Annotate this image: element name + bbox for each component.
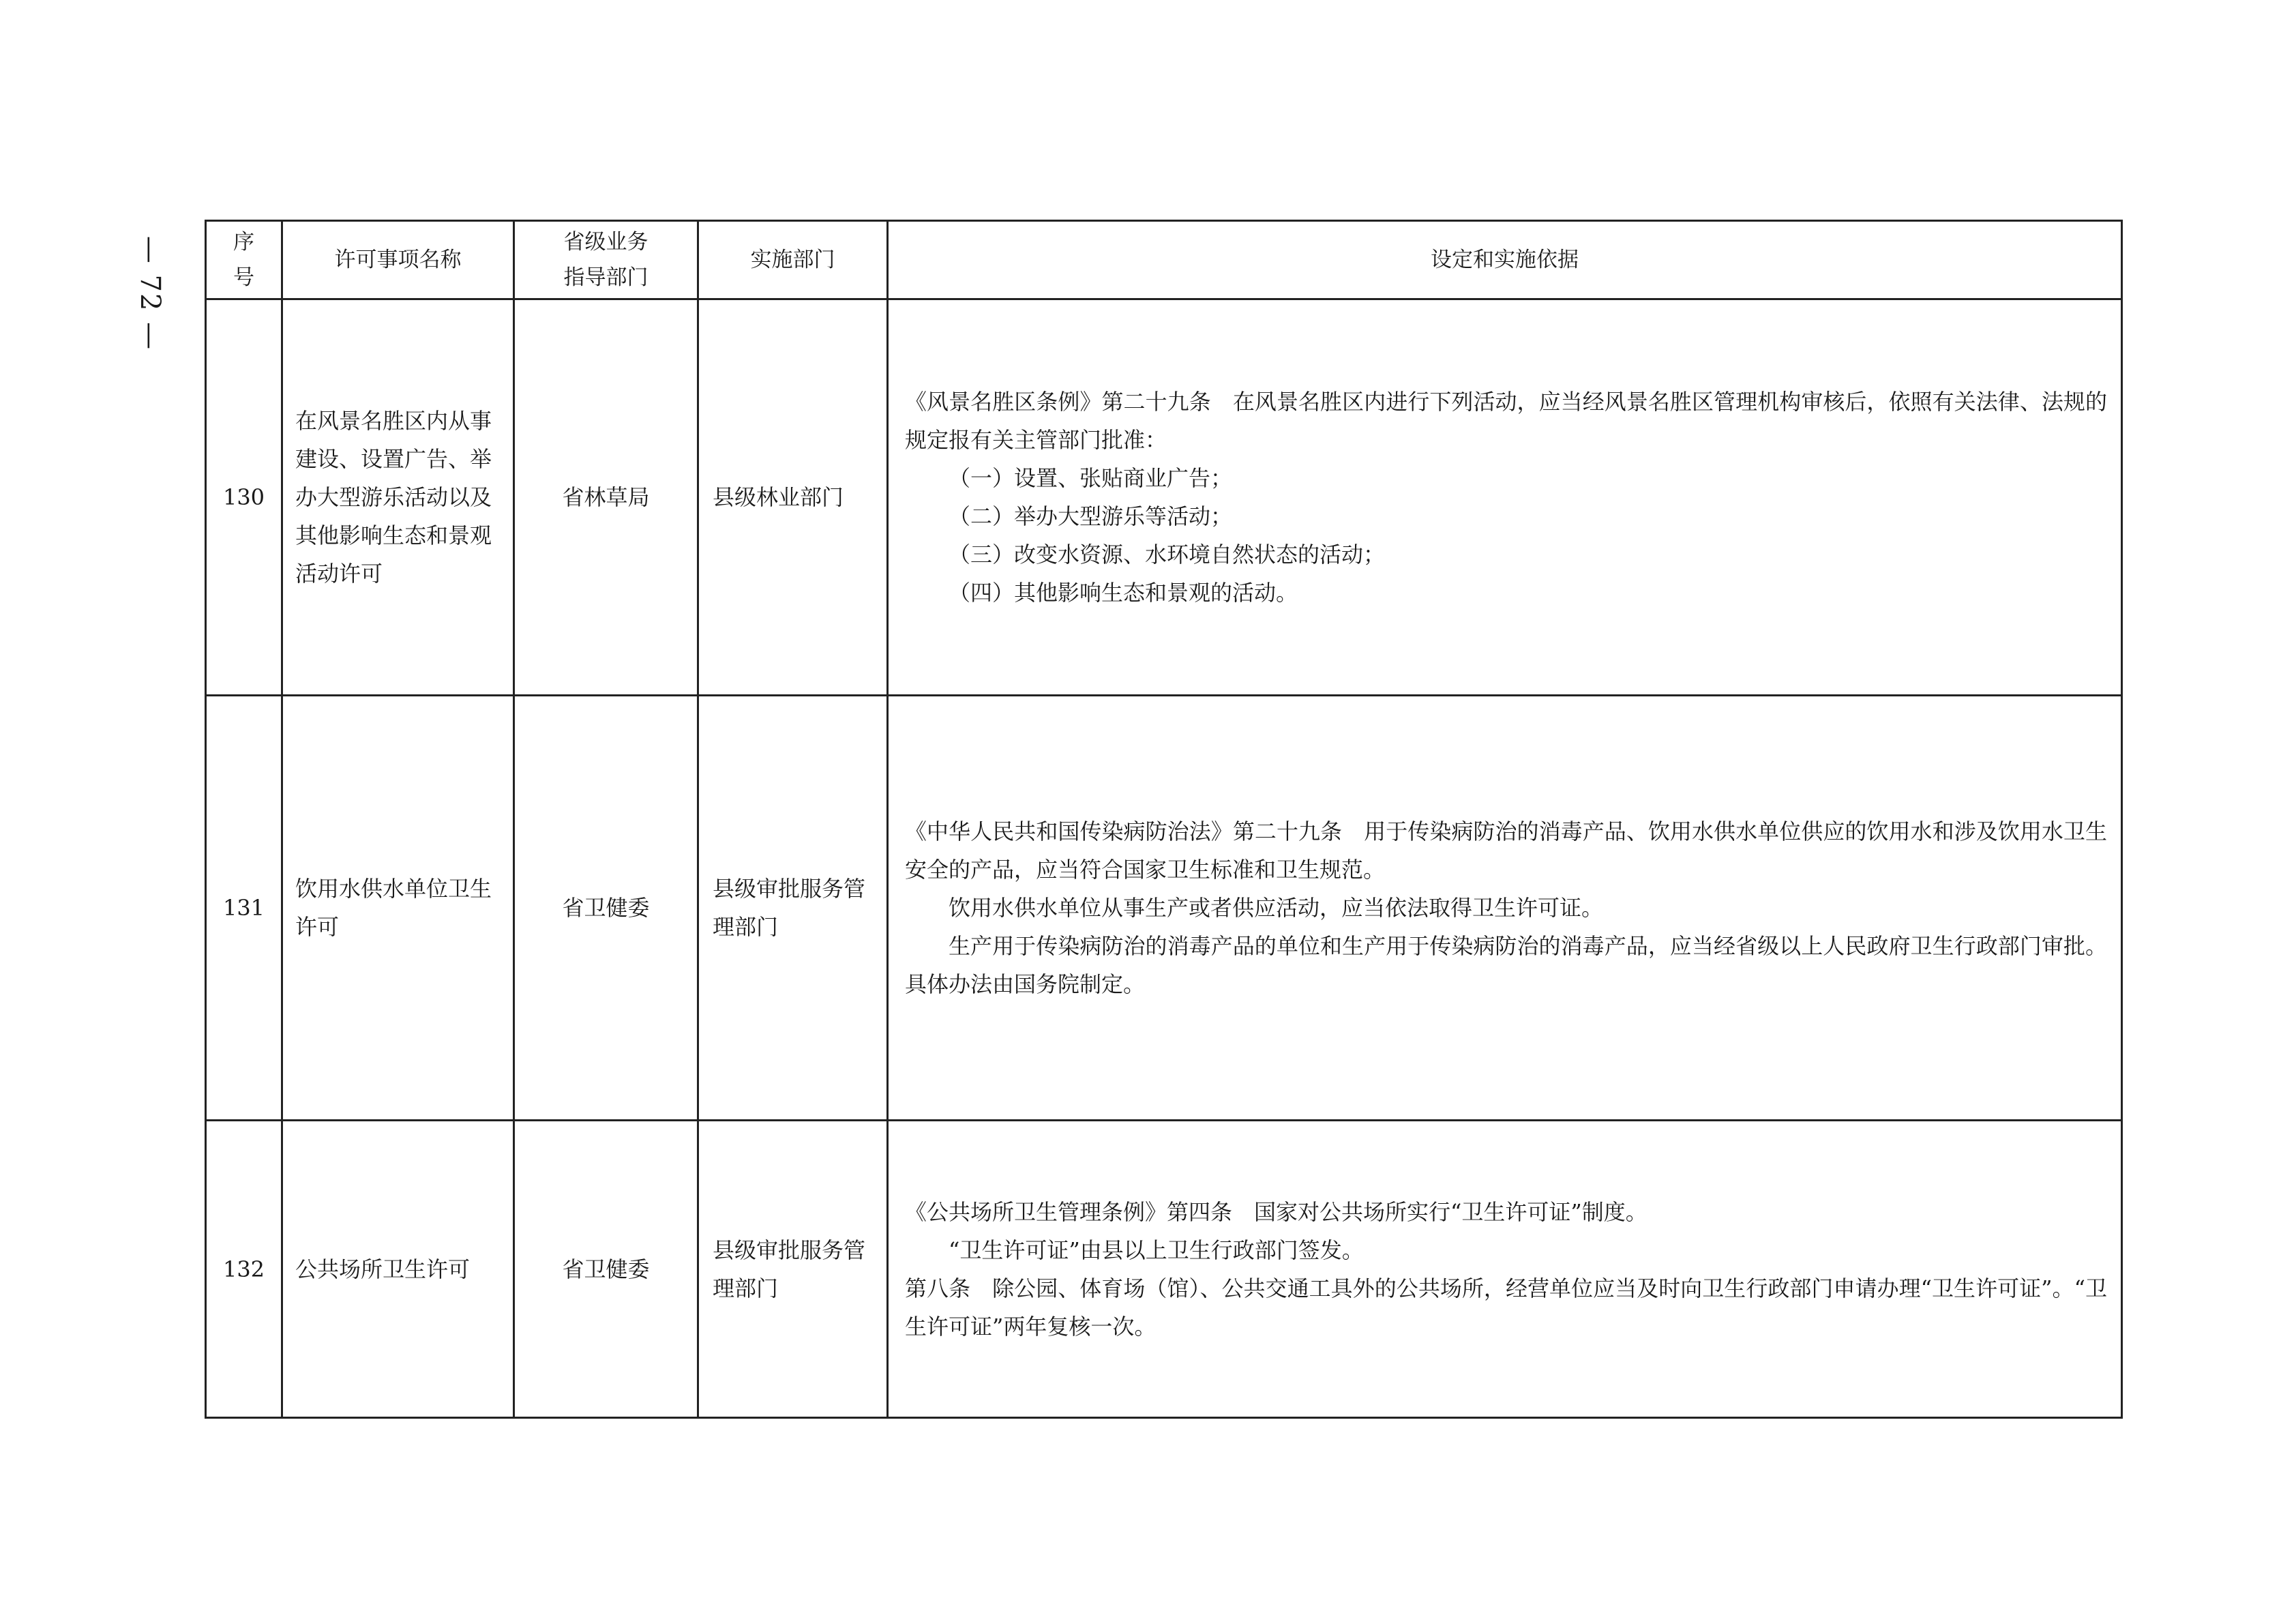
basis-paragraph: （四）其他影响生态和景观的活动。 <box>949 580 1298 606</box>
basis-text <box>905 1193 2107 1346</box>
header-guide-dept-line: 省级业务 <box>563 230 648 254</box>
basis-paragraph: （二）举办大型游乐等活动； <box>949 503 1233 529</box>
row-permit-name: 在风景名胜区内从事建设、设置广告、举办大型游乐活动以及其他影响生态和景观活动许可 <box>282 299 514 696</box>
row-basis <box>888 1121 2122 1418</box>
row-basis <box>888 696 2122 1121</box>
header-guide-dept-line: 指导部门 <box>563 265 648 290</box>
basis-paragraph: 第八条 除公园、体育场（馆）、公共交通工具外的公共场所，经营单位应当及时向卫生行政部门申请办理“卫生许可证”。“卫生许可证”两年复核一次。 <box>905 1275 2107 1340</box>
basis-text <box>905 812 2107 1003</box>
table-header-row <box>206 221 2122 299</box>
header-basis: 设定和实施依据 <box>888 221 2122 299</box>
basis-paragraph: 饮用水供水单位从事生产或者供应活动，应当依法取得卫生许可证。 <box>949 895 1604 921</box>
permits-table <box>205 220 2123 1419</box>
row-seq: 131 <box>206 696 282 1121</box>
basis-paragraph: 《风景名胜区条例》第二十九条 在风景名胜区内进行下列活动，应当经风景名胜区管理机构审核后，依照有关法律、法规的规定报有关主管部门批准： <box>905 389 2107 453</box>
row-permit-name: 饮用水供水单位卫生许可 <box>282 696 514 1121</box>
row-guide-dept: 省卫健委 <box>514 1121 698 1418</box>
basis-paragraph: 《中华人民共和国传染病防治法》第二十九条 用于传染病防治的消毒产品、饮用水供水单位供应的饮用水和涉及饮用水卫生安全的产品，应当符合国家卫生标准和卫生规范。 <box>905 818 2107 883</box>
header-seq-line: 号 <box>233 265 254 290</box>
header-impl-dept: 实施部门 <box>698 221 888 299</box>
basis-paragraph: （三）改变水资源、水环境自然状态的活动； <box>949 542 1386 567</box>
basis-paragraph: 生产用于传染病防治的消毒产品的单位和生产用于传染病防治的消毒产品，应当经省级以上人民政府卫生行政部门审批。具体办法由国务院制定。 <box>905 933 2107 997</box>
header-guide-dept <box>514 221 698 299</box>
basis-text <box>905 383 2107 612</box>
basis-paragraph: （一）设置、张贴商业广告； <box>949 465 1233 491</box>
row-impl-dept: 县级林业部门 <box>698 299 888 696</box>
row-basis <box>888 299 2122 696</box>
basis-paragraph: “卫生许可证”由县以上卫生行政部门签发。 <box>949 1237 1364 1263</box>
page-number-text: — 72 — <box>134 235 166 351</box>
table-row <box>206 696 2122 1121</box>
row-seq: 132 <box>206 1121 282 1418</box>
row-seq: 130 <box>206 299 282 696</box>
row-impl-dept: 县级审批服务管理部门 <box>698 1121 888 1418</box>
row-impl-dept: 县级审批服务管理部门 <box>698 696 888 1121</box>
row-guide-dept: 省卫健委 <box>514 696 698 1121</box>
table-row <box>206 299 2122 696</box>
page-number <box>109 211 191 375</box>
row-permit-name: 公共场所卫生许可 <box>282 1121 514 1418</box>
header-permit-name: 许可事项名称 <box>282 221 514 299</box>
header-seq-line: 序 <box>233 230 254 254</box>
basis-paragraph: 《公共场所卫生管理条例》第四条 国家对公共场所实行“卫生许可证”制度。 <box>905 1198 1648 1225</box>
header-seq <box>206 221 282 299</box>
row-guide-dept: 省林草局 <box>514 299 698 696</box>
table-row <box>206 1121 2122 1418</box>
